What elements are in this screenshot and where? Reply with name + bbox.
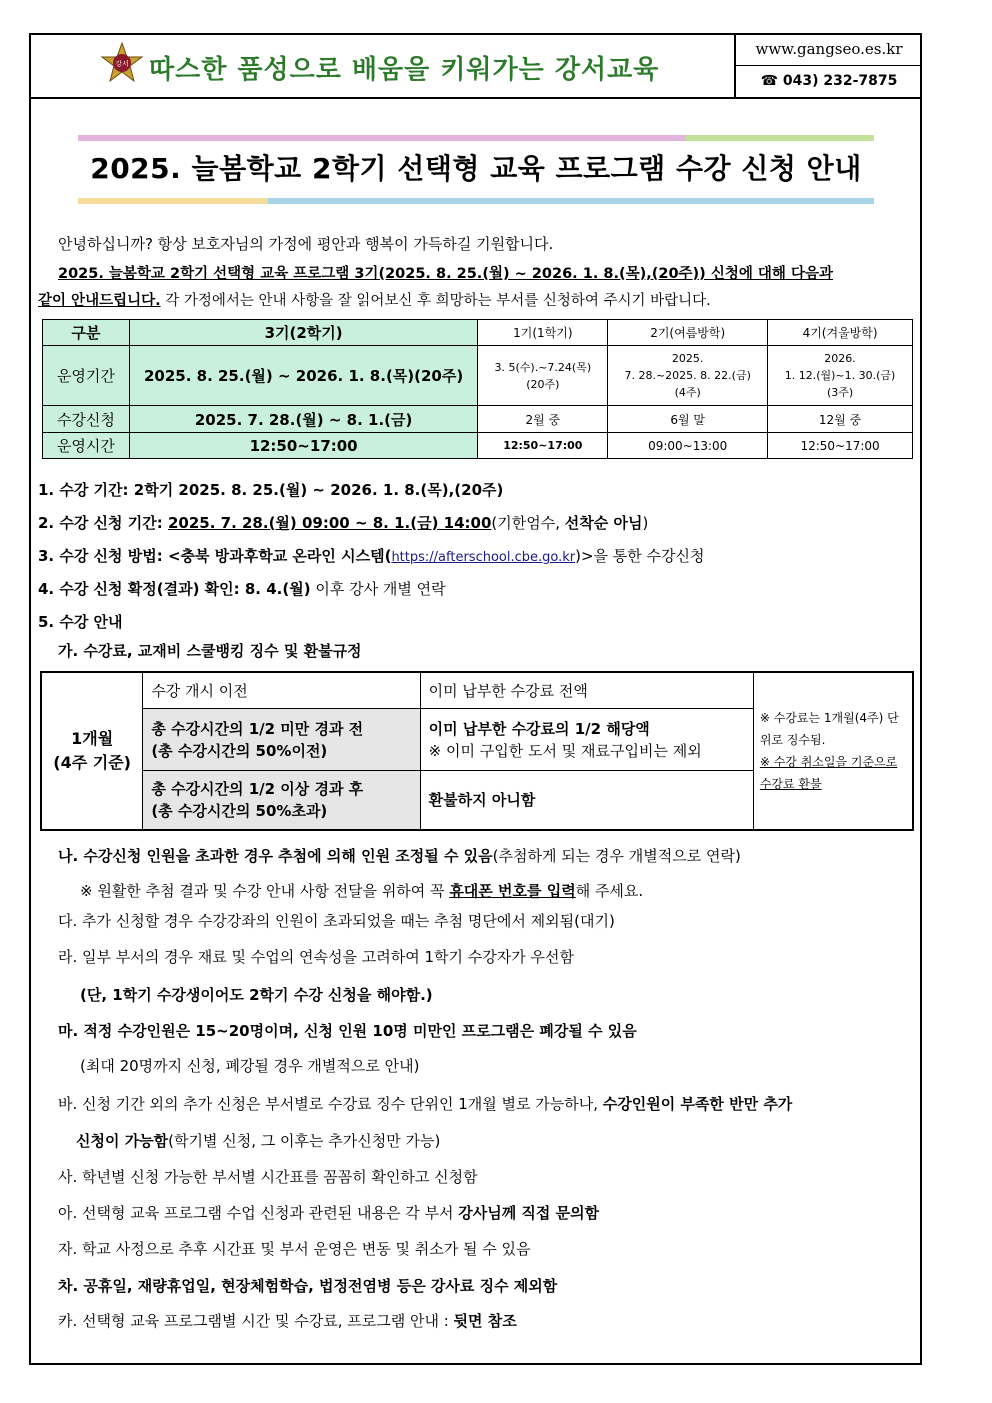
refund-r2-line1: 총 수강시간의 1/2 이상 경과 후: [151, 779, 364, 798]
schedule-header-term1: 1기(1학기): [478, 320, 608, 346]
schedule-signup-term4: 12월 중: [768, 406, 913, 433]
period-term2-dates: 7. 28.~2025. 8. 22.(금): [624, 369, 751, 382]
note-ra-sub: (단, 1학기 수강생이어도 2학기 수강 신청을 해야함.): [80, 986, 433, 1004]
refund-less-than-half: [143, 709, 420, 771]
schedule-period-term1: [478, 346, 608, 406]
item-2-close: ): [642, 514, 649, 532]
item-3-signup-method: [38, 545, 705, 566]
item-3-rest: )>을 통한 수강신청: [575, 547, 705, 565]
note-na-sub-1: ※ 원활한 추첨 결과 및 수강 안내 사항 전달을 위하여 꼭: [80, 882, 450, 900]
item-2-not-first-come: 선착순 아님: [564, 514, 643, 532]
note-ra: 라. 일부 부서의 경우 재료 및 수업의 연속성을 고려하여 1학기 수강자가 우선함: [58, 948, 574, 966]
note-sa: 사. 학년별 신청 가능한 부서별 시간표를 꼼꼼히 확인하고 신청함: [58, 1168, 478, 1186]
refund-period-cell: [41, 672, 143, 830]
intro-line-3: [38, 289, 711, 310]
schedule-hours-term3: 12:50~17:00: [129, 433, 478, 459]
note-na-sub-3: 해 주세요.: [575, 882, 644, 900]
note-ba: [58, 1093, 792, 1114]
schedule-period-term4: [768, 346, 913, 406]
refund-r2-line2: (총 수강시간의 50%초과): [151, 801, 328, 820]
refund-r1-line2: (총 수강시간의 50%이전): [151, 741, 328, 760]
schedule-signup-term2: 6월 말: [608, 406, 768, 433]
schedule-label-period: 운영기간: [43, 346, 130, 406]
item-3-label: 3. 수강 신청 방법: <충북 방과후학교 온라인 시스템(: [38, 547, 392, 565]
refund-material-exclusion: ※ 이미 구입한 도서 및 재료구입비는 제외: [428, 741, 702, 760]
period-term1-dates: 3. 5(수).~7.24(목): [494, 360, 592, 374]
note-na: [58, 845, 741, 866]
schedule-header-category: 구분: [43, 320, 130, 346]
document-title: 2025. 늘봄학교 2학기 선택형 교육 프로그램 수강 신청 안내: [90, 152, 862, 185]
item-2-dates: 2025. 7. 28.(월) 09:00 ~ 8. 1.(금) 14:00: [167, 514, 492, 532]
refund-full-amount: 이미 납부한 수강료 전액: [420, 672, 753, 709]
refund-period-month: 1개월: [71, 729, 114, 748]
item-2-signup-period: [38, 512, 648, 533]
period-term4-year: 2026.: [824, 352, 856, 365]
note-da: 다. 추가 신청할 경우 수강강좌의 인원이 초과되었을 때는 추첨 명단에서 제외됨(대기): [58, 912, 615, 930]
schedule-label-hours: 운영시간: [43, 433, 130, 459]
intro-line-3-rest: 각 가정에서는 안내 사항을 잘 읽어보신 후 희망하는 부서를 신청하여 주시기 바랍니다.: [160, 293, 711, 309]
note-ma-sub: (최대 20명까지 신청, 폐강될 경우 개별적으로 안내): [80, 1057, 420, 1075]
item-5-guide: 5. 수강 안내: [38, 613, 123, 631]
note-ba-4: (학기별 신청, 그 이후는 추가신청만 가능): [168, 1132, 441, 1150]
title-bar-bottom-right: [268, 198, 874, 204]
refund-before-start: 수강 개시 이전: [143, 672, 420, 709]
refund-note-2: ※ 수강 취소일을 기준으로 수강료 환불: [759, 755, 898, 791]
refund-note-1: ※ 수강료는 1개월(4주) 단위로 징수됨.: [759, 711, 899, 747]
refund-note-cell: [753, 672, 913, 830]
item-4-confirm: [38, 578, 446, 599]
note-ba-2: 수강인원이 부족한 반만 추가: [602, 1095, 793, 1113]
school-emblem-icon: [99, 41, 145, 87]
item-4-label: 4. 수강 신청 확정(결과) 확인: 8. 4.(월): [38, 580, 311, 598]
note-ka-back: 뒷면 참조: [453, 1312, 517, 1330]
item-1-period: 1. 수강 기간: 2학기 2025. 8. 25.(월) ~ 2026. 1. 8.(목),(20주): [38, 481, 504, 499]
refund-period-weeks: (4주 기준): [53, 753, 131, 772]
item-4-rest: 이후 강사 개별 연락: [310, 580, 446, 598]
schedule-header-term3: 3기(2학기): [129, 320, 478, 346]
refund-r1-line1: 총 수강시간의 1/2 미만 경과 전: [151, 719, 364, 738]
schedule-label-signup: 수강신청: [43, 406, 130, 433]
schedule-header-term4: 4기(겨울방학): [768, 320, 913, 346]
note-aa-2: 강사님께 직접 문의함: [458, 1204, 600, 1222]
intro-line-2: 2025. 늘봄학교 2학기 선택형 교육 프로그램 3기(2025. 8. 25.(월) ~ 2026. 1. 8.(목),(20주)) 신청에 대해 다음과: [58, 266, 834, 282]
school-phone: ☎ 043) 232-7875: [760, 73, 898, 89]
schedule-period-term3: 2025. 8. 25.(월) ~ 2026. 1. 8.(목)(20주): [129, 346, 478, 406]
period-term4-weeks: (3주): [826, 386, 854, 399]
schedule-header-term2: 2기(여름방학): [608, 320, 768, 346]
item-2-note: (기한엄수,: [491, 514, 565, 532]
note-cha: 차. 공휴일, 재량휴업일, 현장체험학습, 법정전염병 등은 강사료 징수 제외함: [58, 1277, 558, 1295]
intro-line-3-bold: 같이 안내드립니다.: [38, 293, 161, 309]
period-term4-dates: 1. 12.(월)~1. 30.(금): [784, 369, 896, 382]
schedule-period-term2: [608, 346, 768, 406]
section-ga-refund: 가. 수강료, 교재비 스쿨뱅킹 징수 및 환불규정: [58, 642, 362, 660]
note-ma: 마. 적정 수강인원은 15~20명이며, 신청 인원 10명 미만인 프로그램은 폐강될 수 있음: [58, 1022, 637, 1040]
period-term1-weeks: (20주): [526, 377, 560, 391]
note-aa-1: 아. 선택형 교육 프로그램 수업 신청과 관련된 내용은 각 부서: [58, 1204, 459, 1222]
refund-table: [40, 671, 914, 831]
note-ka-1: 카. 선택형 교육 프로그램별 시간 및 수강료, 프로그램 안내 :: [58, 1312, 454, 1330]
refund-half-amount: [420, 709, 753, 771]
contact-box: [734, 33, 922, 97]
schedule-hours-term1: 12:50~17:00: [478, 433, 608, 459]
refund-no-refund: 환불하지 아니함: [420, 770, 753, 830]
afterschool-link[interactable]: https://afterschool.cbe.go.kr: [391, 550, 576, 565]
note-na-sub: [80, 880, 643, 901]
refund-more-than-half: [143, 770, 420, 830]
note-na-main: 나. 수강신청 인원을 초과한 경우 추첨에 의해 인원 조정될 수 있음: [58, 847, 493, 865]
intro-greeting: 안녕하십니까? 항상 보호자님의 가정에 평안과 행복이 가득하길 기원합니다.: [58, 235, 554, 253]
letterhead: [29, 33, 922, 99]
note-ba-1: 바. 신청 기간 외의 추가 신청은 부서별로 수강료 징수 단위인 1개월 별로 가능하나,: [58, 1095, 603, 1113]
schedule-table: [42, 319, 913, 459]
svg-text:강서: 강서: [115, 60, 129, 68]
period-term2-year: 2025.: [671, 352, 704, 365]
note-na-extra: (추첨하게 되는 경우 개별적으로 연락): [492, 847, 741, 865]
schedule-signup-term1: 2월 중: [478, 406, 608, 433]
schedule-signup-term3: 2025. 7. 28.(월) ~ 8. 1.(금): [129, 406, 478, 433]
schedule-hours-term4: 12:50~17:00: [768, 433, 913, 459]
schedule-hours-term2: 09:00~13:00: [608, 433, 768, 459]
note-ba-cont: [76, 1130, 440, 1151]
note-aa: [58, 1202, 599, 1223]
refund-half-label: 이미 납부한 수강료의 1/2 해당액: [428, 719, 650, 738]
note-na-sub-phone: 휴대폰 번호를 입력: [449, 882, 576, 900]
item-2-label: 2. 수강 신청 기간:: [38, 514, 168, 532]
note-ja: 자. 학교 사정으로 추후 시간표 및 부서 운영은 변동 및 취소가 될 수 있음: [58, 1240, 531, 1258]
school-url: www.gangseo.es.kr: [736, 33, 922, 66]
period-term2-weeks: (4주): [674, 386, 701, 399]
note-ka: [58, 1310, 517, 1331]
note-ba-3: 신청이 가능함: [76, 1132, 169, 1150]
school-slogan: 따스한 품성으로 배움을 키워가는 강서교육: [149, 55, 660, 85]
title-bar-bottom-left: [78, 198, 268, 204]
